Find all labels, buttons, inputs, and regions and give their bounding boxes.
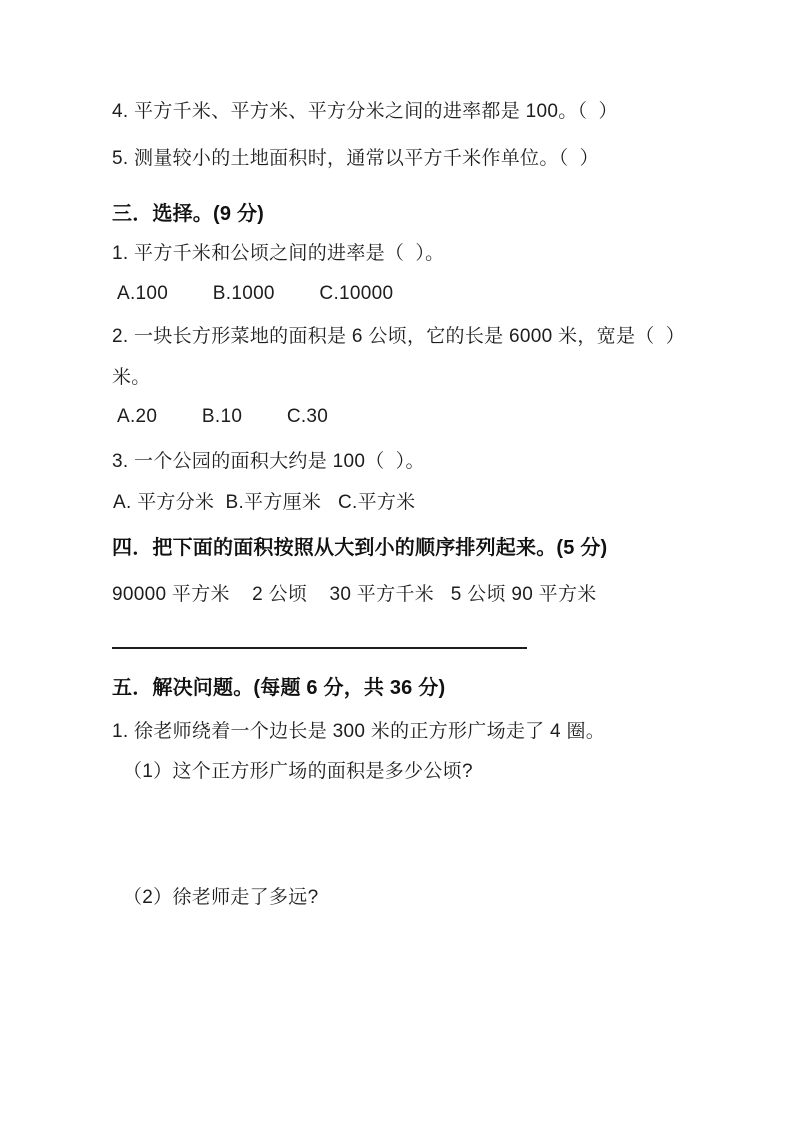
sort-values: 90000 平方米 2 公顷 30 平方千米 5 公顷 90 平方米 — [112, 584, 597, 605]
solve-q1-sub1: （1）这个正方形广场的面积是多少公顷? — [123, 761, 473, 782]
choice-q1-stem: 1. 平方千米和公顷之间的进率是（ ）。 — [112, 243, 445, 264]
choice-q2-stem-line2: 米。 — [112, 367, 151, 388]
judge-item-5: 5. 测量较小的土地面积时，通常以平方千米作单位。（ ） — [112, 148, 599, 169]
section-choice-heading: 三．选择。(9 分) — [112, 203, 264, 225]
choice-q3-stem: 3. 一个公园的面积大约是 100（ ）。 — [112, 451, 425, 472]
solve-q1-sub2: （2）徐老师走了多远? — [123, 887, 319, 908]
section-solve-heading: 五．解决问题。(每题 6 分，共 36 分) — [112, 677, 446, 699]
answer-line — [112, 647, 527, 649]
solve-q1-stem: 1. 徐老师绕着一个边长是 300 米的正方形广场走了 4 圈。 — [112, 721, 606, 742]
judge-item-4: 4. 平方千米、平方米、平方分米之间的进率都是 100。（ ） — [112, 101, 618, 122]
section-sort-heading: 四．把下面的面积按照从大到小的顺序排列起来。(5 分) — [112, 537, 608, 559]
choice-q3-options: A. 平方分米 B.平方厘米 C.平方米 — [113, 492, 416, 513]
choice-q2-options: A.20 B.10 C.30 — [117, 406, 329, 427]
choice-q2-stem-line1: 2. 一块长方形菜地的面积是 6 公顷，它的长是 6000 米，宽是（ ） — [112, 326, 686, 347]
choice-q1-options: A.100 B.1000 C.10000 — [117, 283, 394, 304]
